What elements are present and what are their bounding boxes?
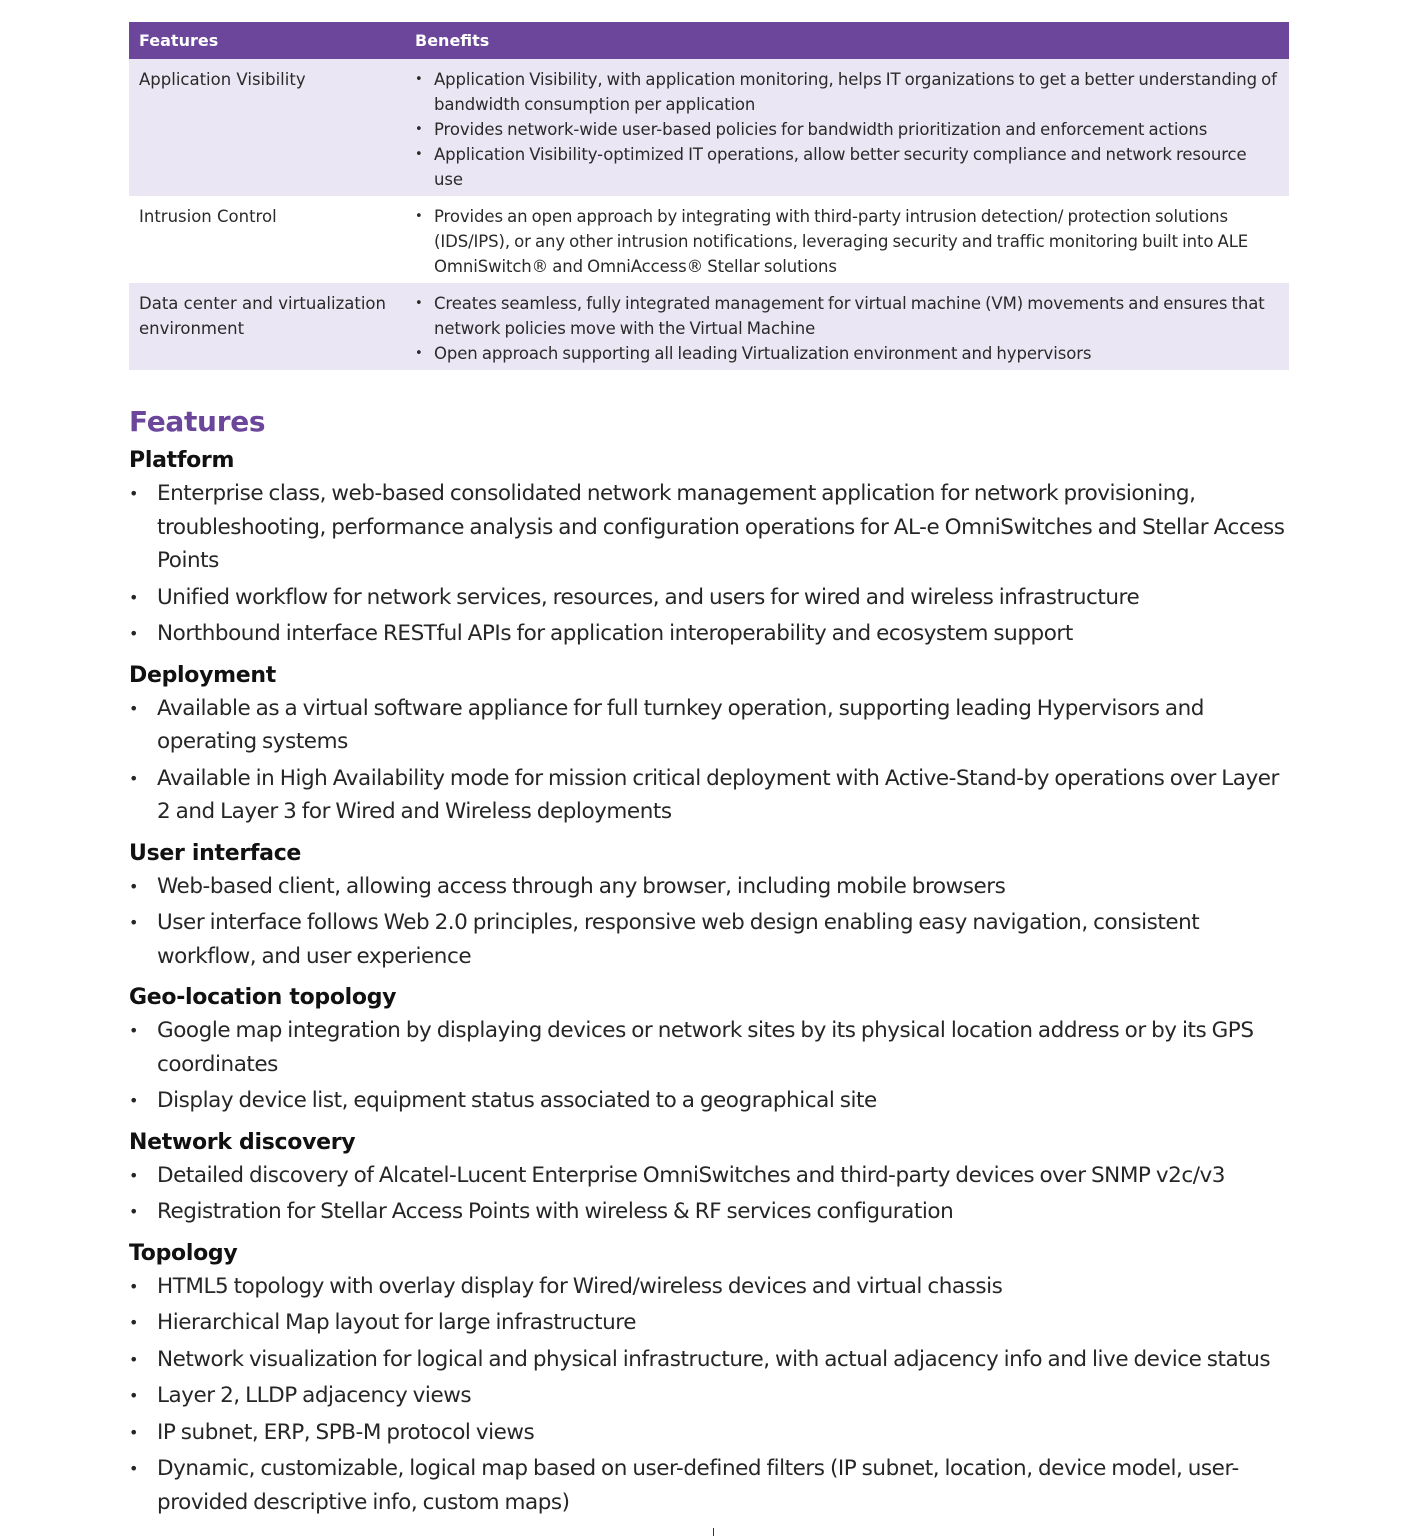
document-page [129,22,1289,1519]
table-cell-benefits [405,196,1289,283]
list-item: • Hierarchical Map layout for large infrastructure [129,1306,1289,1340]
list-item: • Available in High Availability mode for mission critical deployment with Active-Stand-by operations over Layer 2 and Layer 3 for Wired and Wireless deployments [129,762,1289,829]
user-interface-list [129,870,1289,974]
list-item: • Registration for Stellar Access Points with wireless & RF services configuration [129,1195,1289,1229]
list-item: • Available as a virtual software appliance for full turnkey operation, supporting leading Hypervisors and operating systems [129,692,1289,759]
table-cell-benefits [405,59,1289,196]
list-item: • Display device list, equipment status associated to a geographical site [129,1084,1289,1118]
list-item: • Enterprise class, web-based consolidated network management application for network provisioning, troubleshooting, performance analysis and configuration operations for AL-e OmniSwitches and Stellar Access Points [129,477,1289,578]
benefit-list [415,67,1279,192]
table-cell-benefits [405,283,1289,370]
platform-list [129,477,1289,651]
table-row [129,196,1289,283]
table-header-row [129,22,1289,59]
benefit-item: • Application Visibility-optimized IT operations, allow better security compliance and network resource use [415,142,1279,192]
list-item: • Detailed discovery of Alcatel-Lucent Enterprise OmniSwitches and third-party devices over SNMP v2c/v3 [129,1159,1289,1193]
benefit-item: • Application Visibility, with application monitoring, helps IT organizations to get a better understanding of bandwidth consumption per application [415,67,1279,117]
section-heading-network-discovery: Network discovery [129,1129,356,1155]
list-item: • User interface follows Web 2.0 principles, responsive web design enabling easy navigation, consistent workflow, and user experience [129,906,1289,973]
network-discovery-list [129,1159,1289,1229]
list-item: • Network visualization for logical and physical infrastructure, with actual adjacency info and live device status [129,1343,1289,1377]
table-cell-feature: Data center and virtualization environment [129,283,405,370]
list-item: • Google map integration by displaying devices or network sites by its physical location address or by its GPS coordinates [129,1014,1289,1081]
list-item: • HTML5 topology with overlay display for Wired/wireless devices and virtual chassis [129,1270,1289,1304]
features-benefits-table [129,22,1289,370]
list-item: • Northbound interface RESTful APIs for application interoperability and ecosystem support [129,617,1289,651]
benefit-item: • Provides network-wide user-based policies for bandwidth prioritization and enforcement actions [415,117,1279,142]
table-row [129,283,1289,370]
geo-location-list [129,1014,1289,1118]
list-item: • Unified workflow for network services, resources, and users for wired and wireless infrastructure [129,581,1289,615]
table-row [129,59,1289,196]
section-heading-topology: Topology [129,1240,238,1266]
benefit-list [415,204,1279,279]
features-section-title: Features [129,405,266,438]
section-heading-platform: Platform [129,448,235,473]
section-heading-deployment: Deployment [129,662,276,688]
benefit-item: • Open approach supporting all leading Virtualization environment and hypervisors [415,341,1279,366]
section-heading-geo-location: Geo-location topology [129,985,397,1010]
list-item: • Web-based client, allowing access through any browser, including mobile browsers [129,870,1289,904]
list-item: • IP subnet, ERP, SPB-M protocol views [129,1416,1289,1450]
deployment-list [129,692,1289,829]
list-item: • Layer 2, LLDP adjacency views [129,1379,1289,1413]
list-item: • Dynamic, customizable, logical map based on user-defined filters (IP subnet, location, device model, user-provided descriptive info, custom maps) [129,1452,1289,1519]
benefit-list [415,291,1279,366]
table-header-benefits: Benefits [405,22,1289,59]
table-cell-feature: Application Visibility [129,59,405,196]
benefit-item: • Creates seamless, fully integrated management for virtual machine (VM) movements and ensures that network policies move with the Virtual Machine [415,291,1279,341]
benefit-item: • Provides an open approach by integrating with third-party intrusion detection/ protection solutions (IDS/IPS), or any other intrusion notifications, leveraging security and traffic monitoring built into ALE OmniSwitch® and OmniAccess® Stellar solutions [415,204,1279,279]
section-heading-user-interface: User interface [129,840,302,866]
page-divider-mark [713,1528,714,1536]
table-header-features: Features [129,22,405,59]
topology-list [129,1270,1289,1520]
table-cell-feature: Intrusion Control [129,196,405,283]
